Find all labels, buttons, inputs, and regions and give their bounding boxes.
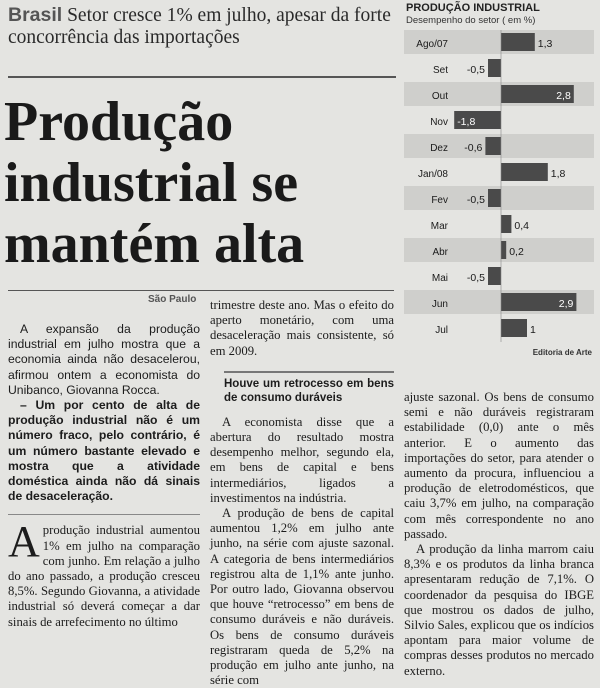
data-label: -0,5: [466, 272, 485, 284]
lead-quote: – Um por cento de alta de produção industrial não é um número fraco, pelo contrário, é um número bastante elevado e mostra que a atividade doméstica ainda não dá sinais de desaceleração.: [8, 398, 200, 504]
body-paragraph-1: produção industrial aumentou 1% em julho na comparação com junho. Em relação a julho do ano passado, a produção cresceu 8,5%. Segundo Giovanna, a atividade industrial só deverá começar a dar sinais de arrefecimento no último: [8, 523, 200, 629]
industrial-production-chart: [404, 2, 596, 362]
body-paragraph-1-continued: trimestre deste ano. Mas o efeito do aperto monetário, com uma desaceleração mais consistente, só em 2009.: [210, 298, 394, 358]
chart-bar: [488, 59, 501, 77]
data-label: -0,6: [464, 142, 483, 154]
data-label: 1: [530, 324, 536, 336]
body-paragraph-4: ajuste sazonal. Os bens de consumo semi e não duráveis registraram estabilidade (0,0) ante o mês anterior. E o aumento das importações do setor, para atender o aumento da procura, influenciou a produção de eletrodomésticos, que caiu 3,7% em julho, na comparação com mês correspondente no ano passado.: [404, 390, 594, 541]
body-paragraph-5: A produção da linha marrom caiu 8,3% e os produtos da linha branca apresentaram redução de 7,1%. O coordenador da pesquisa do IBGE que mostrou os dados de julho, Silvio Sales, explicou que os indícios apontam para maior volume de compras desses produtos no mercado externo.: [404, 542, 594, 678]
chart-bar: [488, 189, 501, 207]
subhead: Houve um retrocesso em bens de consumo duráveis: [224, 371, 394, 405]
body-start: [8, 514, 200, 629]
chart-title: PRODUÇÃO INDUSTRIAL: [406, 2, 540, 14]
category-label: Fev: [431, 195, 448, 206]
chart-bar: [501, 33, 535, 51]
column-1: [8, 322, 200, 630]
data-label: -0,5: [466, 194, 485, 206]
chart-bar: [501, 319, 527, 337]
chart-bar: [501, 163, 548, 181]
data-label: 2,9: [558, 298, 574, 310]
chart-bar: [488, 267, 501, 285]
data-label: 0,4: [514, 220, 530, 232]
category-label: Out: [431, 91, 448, 102]
body-paragraph-2: A economista disse que a abertura do resultado mostra desempenho melhor, segundo ela, em bens de capital e bens intermediários, ligados a investimentos na indústria.: [210, 414, 394, 505]
chart-plot: [404, 30, 594, 342]
column-3: [404, 390, 594, 679]
data-label: 0,2: [509, 246, 524, 258]
chart-bar: [501, 215, 511, 233]
category-label: Mai: [431, 273, 448, 284]
article-kicker: [8, 4, 403, 49]
data-label: 1,3: [537, 38, 553, 50]
chart-bar: [485, 137, 501, 155]
category-label: Mar: [430, 221, 448, 232]
category-label: Jul: [435, 325, 448, 336]
kicker-text: Setor cresce 1% em julho, apesar da forte concorrência das importações: [8, 5, 391, 48]
byline: São Paulo: [148, 294, 197, 305]
category-label: Jun: [431, 299, 448, 310]
data-label: -1,8: [457, 116, 476, 128]
category-label: Set: [432, 65, 448, 76]
kicker-divider: [8, 76, 396, 78]
section-label: Brasil: [8, 4, 63, 26]
lead-paragraph: A expansão da produção industrial em julho mostra que a economia ainda não desacelerou, afirmou ontem a economista do Unibanco, Giovanna Rocca.: [8, 322, 200, 397]
category-label: Ago/07: [416, 39, 448, 50]
headline: Produção industrial se mantém alta: [4, 91, 305, 275]
body-paragraph-3: A produção de bens de capital aumentou 1,2% em julho ante junho, na série com ajuste sazonal. A categoria de bens intermediários registrou alta de 1,1% ante junho. Por outro lado, Giovanna observou que houve “retrocesso” em bens de consumo duráveis e não duráveis. Os bens de consumo duráveis registraram queda de 5,2% na produção em julho ante junho, na série com: [210, 506, 394, 688]
category-label: Nov: [430, 117, 448, 128]
column-2: [210, 298, 394, 688]
data-label: 1,8: [550, 168, 566, 180]
byline-divider: [8, 290, 394, 291]
chart-bar: [501, 241, 506, 259]
category-label: Jan/08: [417, 169, 448, 180]
drop-cap: A: [8, 517, 40, 567]
category-label: Dez: [430, 143, 448, 154]
category-label: Abr: [432, 247, 448, 258]
chart-subtitle: Desempenho do setor ( em %): [406, 15, 536, 26]
chart-credit: Editoria de Arte: [532, 348, 592, 357]
data-label: -0,5: [466, 64, 485, 76]
data-label: 2,8: [556, 90, 571, 102]
